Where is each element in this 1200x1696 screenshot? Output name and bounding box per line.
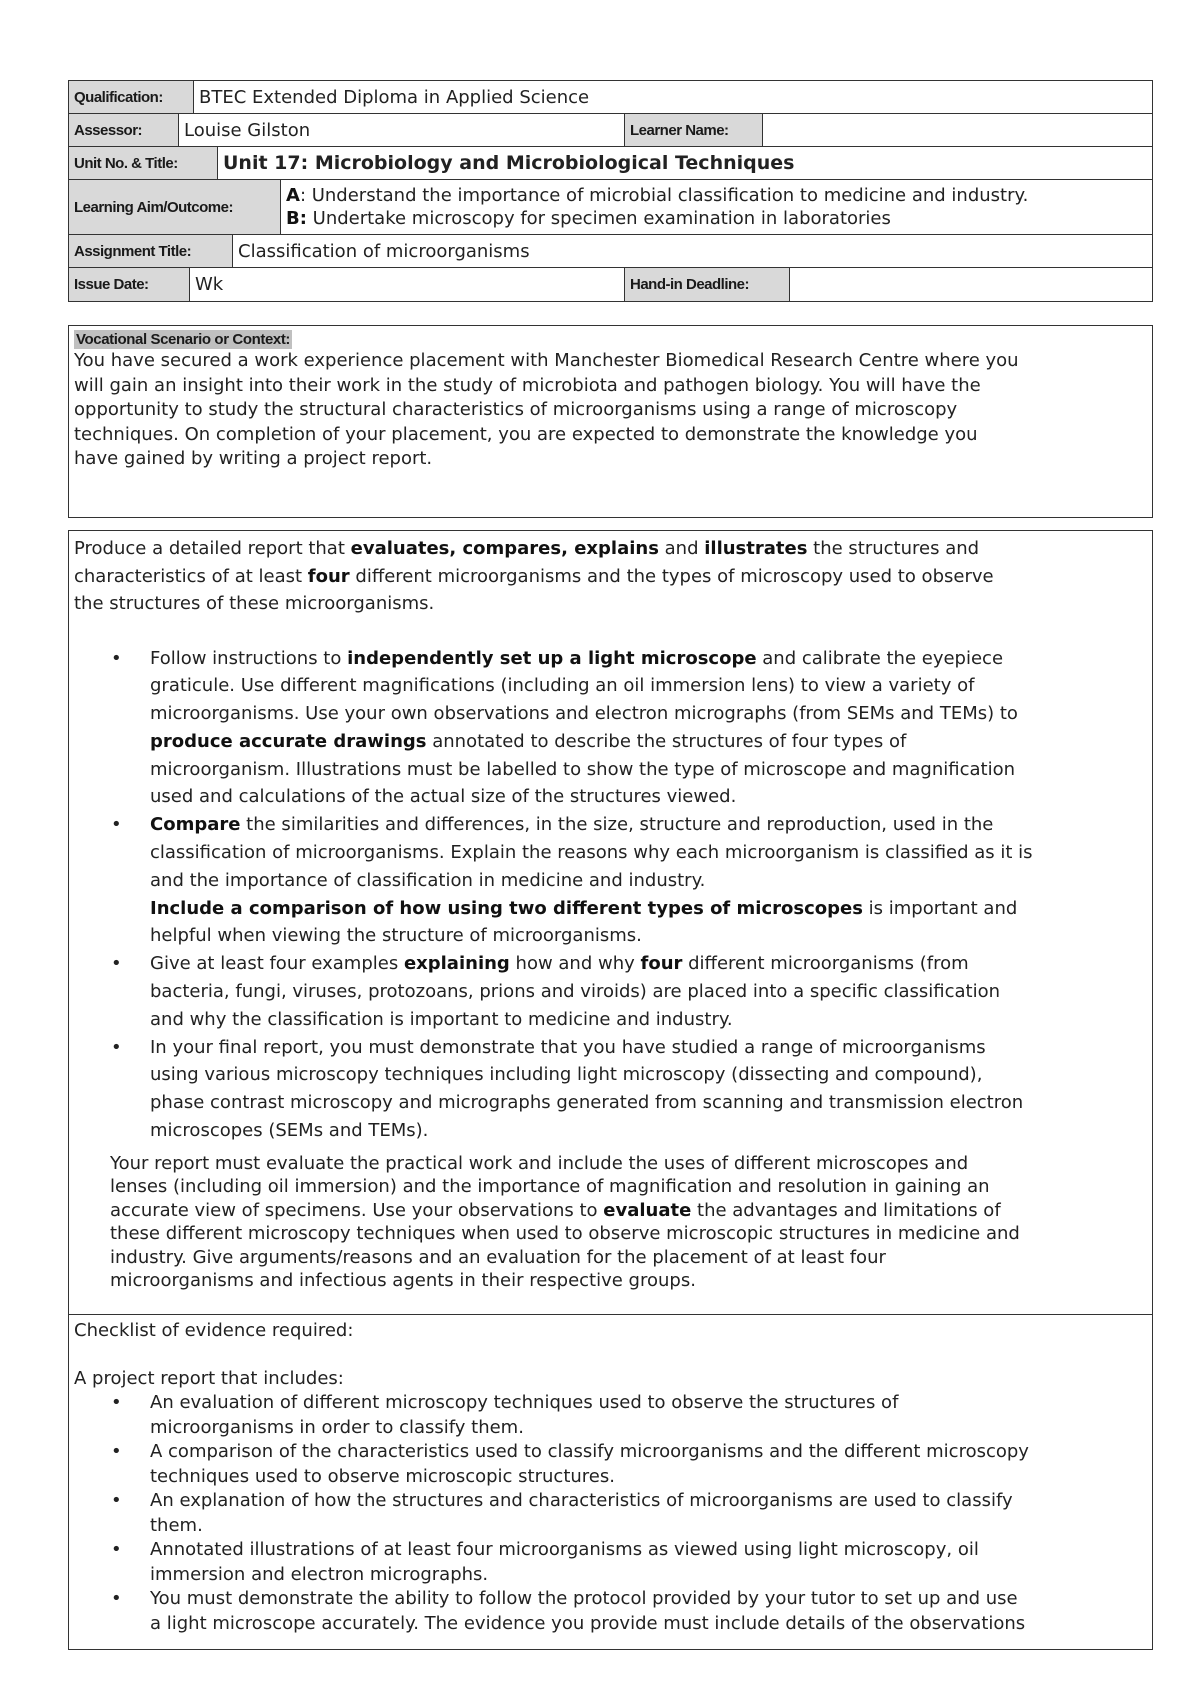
task-box bbox=[68, 530, 1153, 1314]
checklist-box bbox=[68, 1314, 1153, 1650]
learning-aim-b: B: Undertake microscopy for specimen examination in laboratories bbox=[286, 208, 891, 229]
bullet-icon: • bbox=[111, 647, 122, 669]
unit-label: Unit No. & Title: bbox=[69, 147, 218, 179]
deadline-field[interactable] bbox=[790, 268, 1152, 301]
assessor-value: Louise Gilston bbox=[184, 119, 311, 141]
qualification-row bbox=[68, 80, 1153, 113]
qualification-value: BTEC Extended Diploma in Applied Science bbox=[199, 86, 590, 108]
bullet-icon: • bbox=[111, 953, 122, 975]
task-bullet-setup-microscope: • Follow instructions to independently set up a light microscope and calibrate the eyepiece graticule. Use different magnifications (including an oil immersion lens) to view a variety of microorganisms. Use your own observations and electron micrographs (from SEMs and TEMs) to produce accurate drawings annotated to describe the structures of four types of microorganism. Illustrations must be labelled to show the type of microscope and magnification used and calculations of the actual size of the structures viewed. bbox=[74, 645, 1147, 812]
checklist-item: • An explanation of how the structures and characteristics of microorganisms are used to classify them. bbox=[111, 1490, 1013, 1536]
checklist-heading: Checklist of evidence required: bbox=[74, 1320, 354, 1341]
qualification-label: Qualification: bbox=[69, 81, 194, 113]
bullet-icon: • bbox=[111, 1392, 122, 1413]
unit-value: Unit 17: Microbiology and Microbiological Techniques bbox=[223, 152, 795, 174]
bullet-icon: • bbox=[111, 814, 122, 836]
checklist-item: • An evaluation of different microscopy techniques used to observe the structures of microorganisms in order to classify them. bbox=[111, 1392, 899, 1438]
scenario-box bbox=[68, 325, 1153, 518]
checklist-item: • A comparison of the characteristics used to classify microorganisms and the different microscopy techniques used to observe microscopic structures. bbox=[111, 1441, 1029, 1487]
assignment-title-value: Classification of microorganisms bbox=[238, 240, 530, 262]
task-bullet-compare: • Compare the similarities and differences, in the size, structure and reproduction, used in the classification of microorganisms. Explain the reasons why each microorganism is classified as it is and the importance of classification in medicine and industry. Include a comparison of how using two different types of microscopes is important and helpful when viewing the structure of microorganisms. bbox=[74, 811, 1147, 950]
assessor-row bbox=[68, 113, 1153, 146]
bullet-icon: • bbox=[111, 1490, 122, 1511]
bullet-icon: • bbox=[111, 1588, 122, 1609]
task-bullet-final-report: • In your final report, you must demonstrate that you have studied a range of microorganisms using various microscopy techniques including light microscopy (dissecting and compound), phase contrast microscopy and micrographs generated from scanning and transmission electron microscopes (SEMs and TEMs). bbox=[74, 1034, 1147, 1145]
learning-aim-label: Learning Aim/Outcome: bbox=[69, 180, 281, 234]
unit-row bbox=[68, 146, 1153, 179]
task-bullets bbox=[74, 645, 1147, 1145]
deadline-label: Hand-in Deadline: bbox=[624, 268, 790, 301]
assignment-title-label: Assignment Title: bbox=[69, 235, 233, 267]
bullet-icon: • bbox=[111, 1036, 122, 1058]
task-bullet-explain: • Give at least four examples explaining how and why four different microorganisms (from bacteria, fungi, viruses, protozoans, prions and viroids) are placed into a specific classification and why the classification is important to medicine and industry. bbox=[74, 950, 1147, 1033]
scenario-text: You have secured a work experience placement with Manchester Biomedical Research Centre where you will gain an insight into their work in the study of microbiota and pathogen biology. You will have the opportunity to study the structural characteristics of microorganisms using a range of microscopy techniques. On completion of your placement, you are expected to demonstrate the knowledge you have gained by writing a project report. bbox=[74, 350, 1019, 469]
checklist-item: • You must demonstrate the ability to follow the protocol provided by your tutor to set up and use a light microscope accurately. The evidence you provide must include details of the observations bbox=[111, 1588, 1026, 1634]
checklist-item: • Annotated illustrations of at least four microorganisms as viewed using light microscopy, oil immersion and electron micrographs. bbox=[111, 1539, 979, 1585]
bullet-icon: • bbox=[111, 1441, 122, 1462]
issue-date-row bbox=[68, 267, 1153, 302]
learner-name-field[interactable] bbox=[763, 114, 1152, 146]
task-intro: Produce a detailed report that evaluates, compares, explains and illustrates the structures and characteristics of at least four different microorganisms and the types of microscopy used to observe the structures of these microorganisms. bbox=[74, 538, 994, 614]
issue-date-value: Wk bbox=[195, 274, 224, 295]
checklist-subheading: A project report that includes: bbox=[74, 1368, 344, 1389]
learning-aim-row bbox=[68, 179, 1153, 234]
task-closing: Your report must evaluate the practical work and include the uses of different microscopes and lenses (including oil immersion) and the importance of magnification and resolution in gaining an accurate view of specimens. Use your observations to evaluate the advantages and limitations of these different microscopy techniques when used to observe microscopic structures in medicine and industry. Give arguments/reasons and an evaluation for the placement of at least four microorganisms and infectious agents in their respective groups. bbox=[110, 1152, 1020, 1292]
assignment-title-row bbox=[68, 234, 1153, 267]
issue-date-label: Issue Date: bbox=[69, 268, 190, 301]
learner-name-label: Learner Name: bbox=[624, 114, 763, 146]
learning-aim-a: A: Understand the importance of microbial classification to medicine and industry. bbox=[286, 185, 1029, 206]
assessor-label: Assessor: bbox=[69, 114, 179, 146]
bullet-icon: • bbox=[111, 1539, 122, 1560]
scenario-heading: Vocational Scenario or Context: bbox=[76, 331, 291, 348]
checklist-items bbox=[74, 1391, 1147, 1636]
